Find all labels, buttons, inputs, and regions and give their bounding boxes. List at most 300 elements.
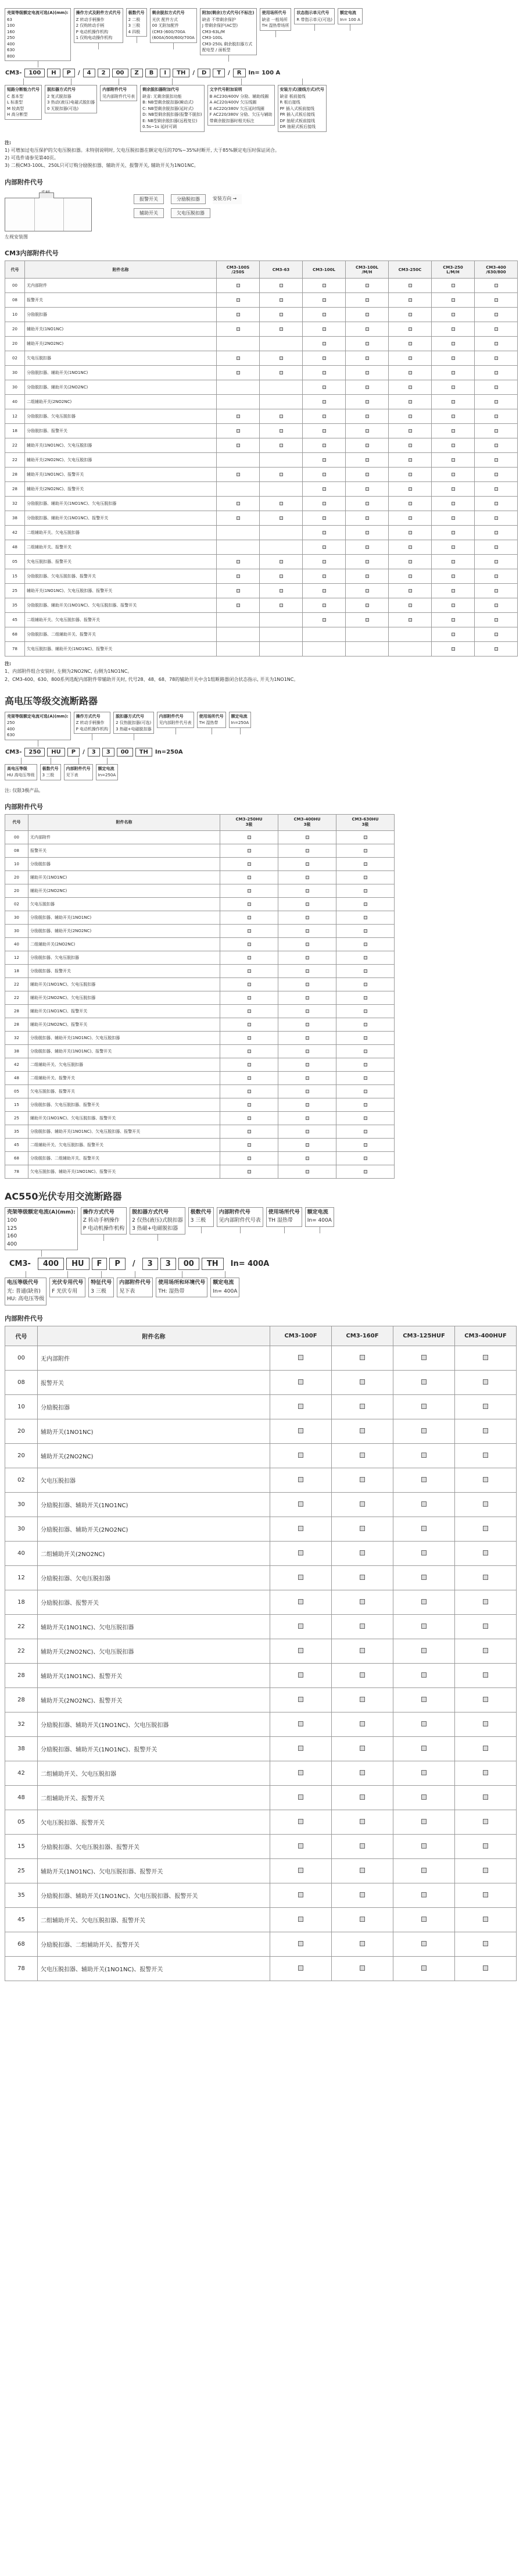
availability-mark-icon: [248, 1103, 251, 1107]
code-box-line: 见内部附件代号表: [102, 94, 135, 99]
table-row: [5, 1639, 517, 1663]
accessory-code: 12: [5, 951, 28, 964]
availability-mark-icon: [483, 1794, 488, 1800]
code-box-title: 附加(剩余)方式代号(不标注): [202, 10, 255, 15]
accessory-name: 报警开关: [25, 293, 217, 308]
availability-mark-icon: [495, 298, 498, 302]
availability-mark-icon: [366, 618, 369, 622]
table-row: [5, 1071, 395, 1084]
code-box-line: 带剩余脱扣器时相关标注: [209, 118, 255, 123]
accessory-code: 78: [5, 1956, 38, 1981]
availability-mark-icon: [298, 1672, 303, 1678]
availability-mark-icon: [366, 400, 369, 404]
availability-mark-icon: [360, 1624, 365, 1629]
code-box-line: F 光伏专用: [52, 1288, 78, 1294]
availability-mark-icon: [248, 889, 251, 893]
availability-cell: [475, 482, 518, 497]
availability-mark-icon: [495, 313, 498, 316]
availability-cell: [270, 1858, 332, 1883]
availability-mark-icon: [248, 1036, 251, 1040]
accessory-code: 68: [5, 1932, 38, 1956]
availability-mark-icon: [298, 1794, 303, 1800]
availability-cell: [303, 526, 346, 540]
code-box-title: 操作方式及附件方式代号: [76, 10, 121, 15]
code-box-line: 缺省: 无剩余脱扣功能: [142, 94, 182, 99]
code-segment: 3: [88, 748, 100, 757]
table-row: [5, 555, 518, 569]
availability-mark-icon: [360, 1379, 365, 1385]
availability-cell: [270, 1394, 332, 1419]
availability-cell: [475, 337, 518, 351]
availability-mark-icon: [360, 1746, 365, 1751]
availability-cell: [260, 409, 303, 424]
model-prefix: CM3-: [5, 1258, 35, 1269]
availability-mark-icon: [409, 371, 412, 374]
availability-cell: [389, 482, 432, 497]
code-box-line: 4 四极: [128, 29, 141, 34]
code-box-line: Z 转动手柄操作: [76, 17, 105, 22]
availability-mark-icon: [364, 1063, 367, 1066]
availability-cell: [332, 1785, 393, 1810]
table-row: [5, 409, 518, 424]
availability-cell: [475, 569, 518, 584]
availability-mark-icon: [483, 1721, 488, 1726]
availability-cell: [332, 1810, 393, 1834]
availability-cell: [346, 424, 389, 438]
product-column-header: [393, 1326, 455, 1346]
availability-mark-icon: [483, 1453, 488, 1458]
internal-accessory-codes-title: 内部附件代号: [5, 179, 43, 187]
availability-cell: [217, 627, 260, 642]
availability-mark-icon: [248, 1170, 251, 1173]
availability-cell: [260, 438, 303, 453]
accessory-name: 分励脱扣器、报警开关: [25, 424, 217, 438]
availability-cell: [432, 395, 475, 409]
accessory-code: 28: [5, 1018, 28, 1031]
code-box-line: Z 转动手柄操作: [83, 1218, 120, 1224]
availability-cell: [332, 1394, 393, 1419]
product-column-header: [332, 1326, 393, 1346]
top-box-6: [294, 8, 335, 24]
availability-cell: [270, 1785, 332, 1810]
table-row: [5, 1932, 517, 1956]
availability-cell: [336, 830, 395, 844]
availability-mark-icon: [280, 356, 283, 360]
bottom-box-2: [100, 85, 137, 101]
availability-cell: [270, 1443, 332, 1468]
availability-cell: [332, 1883, 393, 1907]
code-box-title: 内部附件代号: [102, 87, 127, 92]
table-row: [5, 977, 395, 991]
accessory-name: 分励脱扣器、辅助开关(1NO1NC)、报警开关: [28, 1044, 220, 1058]
name-column-header: 附件名称: [38, 1326, 270, 1346]
accessory-name: 分励脱扣器、欠电压脱扣器: [28, 951, 220, 964]
availability-cell: [220, 951, 278, 964]
accessory-code: 78: [5, 1165, 28, 1178]
rated-current-segment: In= 400A: [226, 1258, 274, 1269]
accessory-code: 22: [5, 438, 25, 453]
accessory-code: 10: [5, 308, 25, 322]
accessory-table-notes: [5, 660, 518, 683]
availability-mark-icon: [366, 531, 369, 534]
top-box-1: [74, 8, 123, 43]
hv-section-title: 高电压等级交流断路器: [5, 695, 98, 707]
code-box-line: 2 复式脱扣器: [47, 94, 71, 99]
model-code-row: [5, 1258, 518, 1270]
code-segment: /: [83, 748, 85, 755]
availability-cell: [336, 870, 395, 884]
accessory-name: 分励脱扣器: [28, 857, 220, 870]
availability-mark-icon: [248, 929, 251, 933]
table-row: [5, 1044, 395, 1058]
code-box-line: 250: [7, 35, 15, 40]
availability-mark-icon: [306, 1103, 309, 1107]
availability-mark-icon: [364, 1009, 367, 1013]
accessory-name: 分励脱扣器、报警开关: [38, 1590, 270, 1614]
availability-cell: [278, 977, 336, 991]
accessory-code: 20: [5, 1419, 38, 1443]
availability-cell: [336, 1111, 395, 1125]
availability-cell: [389, 526, 432, 540]
availability-cell: [389, 584, 432, 598]
availability-mark-icon: [452, 444, 455, 447]
availability-cell: [303, 584, 346, 598]
availability-cell: [389, 642, 432, 657]
availability-mark-icon: [495, 575, 498, 578]
availability-cell: [270, 1932, 332, 1956]
availability-cell: [336, 897, 395, 911]
availability-cell: [260, 468, 303, 482]
code-segment: /: [128, 1258, 140, 1269]
code-box-line: C 基本型: [7, 94, 24, 99]
availability-cell: [278, 1031, 336, 1044]
bottom-box-2: [88, 1278, 114, 1297]
availability-cell: [389, 613, 432, 627]
pv-accessory-table-title: 内部附件代号: [5, 1314, 43, 1322]
top-box-5: [260, 8, 292, 31]
availability-cell: [336, 951, 395, 964]
availability-cell: [260, 555, 303, 569]
availability-cell: [389, 511, 432, 526]
availability-cell: [346, 627, 389, 642]
availability-cell: [393, 1517, 455, 1541]
availability-mark-icon: [360, 1477, 365, 1482]
code-segment: TH: [202, 1258, 224, 1270]
availability-mark-icon: [409, 487, 412, 491]
availability-cell: [332, 1956, 393, 1981]
accessory-code: 10: [5, 1394, 38, 1419]
accessory-name: 分励脱扣器、辅助开关(1NO1NC)、报警开关: [38, 1736, 270, 1761]
accessory-code: 35: [5, 1125, 28, 1138]
availability-mark-icon: [280, 560, 283, 563]
product-name: CM3-100S: [226, 265, 250, 270]
availability-mark-icon: [364, 996, 367, 1000]
accessory-code: 28: [5, 1687, 38, 1712]
accessory-code: 08: [5, 844, 28, 857]
code-box-line: 见下表: [66, 773, 78, 778]
availability-mark-icon: [364, 902, 367, 906]
availability-mark-icon: [306, 983, 309, 986]
availability-mark-icon: [298, 1965, 303, 1971]
availability-mark-icon: [366, 356, 369, 360]
availability-cell: [432, 511, 475, 526]
availability-cell: [278, 1111, 336, 1125]
availability-mark-icon: [360, 1550, 365, 1555]
accessory-code: 20: [5, 884, 28, 897]
code-box-title: 额定电流: [231, 713, 248, 719]
availability-cell: [303, 511, 346, 526]
accessory-name: 分励脱扣器、二组辅助开关、报警开关: [28, 1151, 220, 1165]
accessory-code: 48: [5, 540, 25, 555]
availability-mark-icon: [421, 1746, 427, 1751]
availability-cell: [260, 424, 303, 438]
availability-mark-icon: [323, 342, 326, 345]
code-box-title: 额定电流: [339, 10, 356, 15]
availability-mark-icon: [364, 862, 367, 866]
accessory-code: 35: [5, 1883, 38, 1907]
availability-cell: [389, 453, 432, 468]
availability-cell: [220, 870, 278, 884]
availability-cell: [278, 857, 336, 870]
accessory-name: 辅助开关(1NO1NC)、报警开关: [38, 1663, 270, 1687]
availability-mark-icon: [298, 1355, 303, 1360]
bottom-box-0: [5, 1278, 46, 1305]
availability-cell: [475, 366, 518, 380]
availability-cell: [336, 977, 395, 991]
product-column-header: [475, 261, 518, 279]
availability-mark-icon: [366, 575, 369, 578]
code-box-line: 63: [7, 17, 12, 22]
bottom-box-3: [140, 85, 204, 132]
availability-mark-icon: [248, 862, 251, 866]
accessory-name: 二组辅助开关、欠电压脱扣器、报警开关: [38, 1907, 270, 1932]
availability-cell: [278, 870, 336, 884]
availability-cell: [475, 293, 518, 308]
accessory-code: 35: [5, 598, 25, 613]
availability-mark-icon: [323, 313, 326, 316]
table-row: [5, 1517, 517, 1541]
availability-mark-icon: [360, 1697, 365, 1702]
availability-cell: [220, 1031, 278, 1044]
availability-cell: [455, 1639, 517, 1663]
availability-cell: [303, 627, 346, 642]
availability-cell: [270, 1907, 332, 1932]
availability-cell: [303, 293, 346, 308]
availability-cell: [278, 1138, 336, 1151]
availability-mark-icon: [364, 1130, 367, 1133]
top-box-2: [130, 1207, 185, 1235]
availability-mark-icon: [409, 458, 412, 462]
availability-mark-icon: [237, 284, 240, 287]
availability-cell: [260, 380, 303, 395]
availability-mark-icon: [298, 1868, 303, 1873]
top-box-4: [217, 1207, 263, 1227]
availability-cell: [270, 1883, 332, 1907]
availability-mark-icon: [298, 1648, 303, 1653]
table-row: [5, 1370, 517, 1394]
availability-mark-icon: [364, 929, 367, 933]
availability-mark-icon: [483, 1624, 488, 1629]
availability-cell: [346, 526, 389, 540]
availability-cell: [303, 279, 346, 293]
availability-mark-icon: [360, 1501, 365, 1507]
availability-mark-icon: [280, 516, 283, 520]
availability-mark-icon: [280, 415, 283, 418]
accessory-code: 08: [5, 1370, 38, 1394]
availability-cell: [389, 337, 432, 351]
accessory-code: 45: [5, 1907, 38, 1932]
accessory-name: 二组辅助开关(2NO2NC): [38, 1541, 270, 1565]
availability-cell: [270, 1687, 332, 1712]
availability-mark-icon: [306, 1090, 309, 1093]
availability-mark-icon: [495, 502, 498, 505]
accessory-code: 68: [5, 1151, 28, 1165]
breaker-sketch: [5, 190, 121, 240]
accessory-name: 二组辅助开关、报警开关: [28, 1071, 220, 1084]
availability-cell: [260, 598, 303, 613]
availability-cell: [346, 511, 389, 526]
accessory-name: 分励脱扣器、欠电压脱扣器、报警开关: [28, 1098, 220, 1111]
availability-mark-icon: [323, 386, 326, 389]
availability-mark-icon: [323, 444, 326, 447]
availability-cell: [332, 1443, 393, 1468]
code-box-title: 文字代号附加说明: [209, 87, 242, 92]
accessory-name: 辅助开关(1NO1NC)、欠电压脱扣器、报警开关: [28, 1111, 220, 1125]
availability-cell: [393, 1614, 455, 1639]
code-box-line: DR 抽屉式板后接线: [280, 124, 316, 129]
availability-mark-icon: [409, 589, 412, 593]
legend-alarm-switch: 报警开关: [134, 194, 164, 204]
table-row: [5, 1907, 517, 1932]
availability-cell: [220, 1151, 278, 1165]
table-row: [5, 924, 395, 937]
code-box-line: TH: 湿热带: [158, 1288, 185, 1294]
availability-cell: [475, 438, 518, 453]
product-column-header: [220, 814, 278, 830]
availability-mark-icon: [360, 1721, 365, 1726]
accessory-name: 报警开关: [28, 844, 220, 857]
table-row: [5, 1712, 517, 1736]
accessory-code: 68: [5, 627, 25, 642]
table-row: [5, 1058, 395, 1071]
availability-mark-icon: [495, 444, 498, 447]
accessory-name: 欠电压脱扣器、报警开关: [28, 1084, 220, 1098]
availability-cell: [217, 482, 260, 497]
availability-mark-icon: [306, 996, 309, 1000]
availability-mark-icon: [495, 560, 498, 563]
availability-mark-icon: [483, 1917, 488, 1922]
availability-cell: [278, 897, 336, 911]
availability-mark-icon: [495, 516, 498, 520]
availability-mark-icon: [360, 1599, 365, 1604]
availability-mark-icon: [483, 1892, 488, 1897]
availability-mark-icon: [421, 1721, 427, 1726]
availability-mark-icon: [298, 1746, 303, 1751]
availability-mark-icon: [298, 1721, 303, 1726]
accessory-code: 18: [5, 964, 28, 977]
code-box-title: 状态指示单元代号: [296, 10, 329, 15]
availability-mark-icon: [495, 531, 498, 534]
code-box-title: 额定电流: [307, 1209, 328, 1215]
availability-mark-icon: [360, 1843, 365, 1849]
availability-mark-icon: [298, 1599, 303, 1604]
availability-cell: [455, 1712, 517, 1736]
code-segment: 3: [160, 1258, 176, 1270]
code-column-header: 代号: [5, 1326, 38, 1346]
frame-size-segment: 250: [24, 748, 45, 757]
availability-mark-icon: [366, 589, 369, 593]
availability-cell: [270, 1492, 332, 1517]
availability-cell: [260, 322, 303, 337]
table-head: [5, 261, 518, 279]
availability-mark-icon: [409, 429, 412, 433]
availability-cell: [270, 1541, 332, 1565]
accessory-table: [5, 261, 518, 657]
availability-mark-icon: [306, 876, 309, 879]
product-name: CM3-100L: [356, 265, 378, 270]
table-row: [5, 279, 518, 293]
accessory-name: 辅助开关(1NO1NC)、欠电压脱扣器: [25, 438, 217, 453]
availability-cell: [432, 598, 475, 613]
hv-note: 注: 仅限3极产品。: [5, 787, 44, 793]
code-column-header: 代号: [5, 814, 28, 830]
accessory-name: 辅助开关(1NO1NC): [25, 322, 217, 337]
availability-cell: [332, 1907, 393, 1932]
availability-cell: [432, 366, 475, 380]
code-box-line: 配电型 / 面板型: [202, 48, 231, 52]
availability-cell: [346, 584, 389, 598]
availability-cell: [346, 468, 389, 482]
availability-mark-icon: [452, 400, 455, 404]
availability-mark-icon: [366, 313, 369, 316]
availability-cell: [270, 1419, 332, 1443]
accessory-name: 分励脱扣器、辅助开关(1NO1NC)、欠电压脱扣器、报警开关: [28, 1125, 220, 1138]
availability-cell: [389, 555, 432, 569]
availability-cell: [432, 308, 475, 322]
availability-cell: [220, 924, 278, 937]
code-box-title: 使用场所和环境代号: [158, 1280, 206, 1286]
accessory-name: 辅助开关(2NO2NC)、欠电压脱扣器: [25, 453, 217, 468]
availability-cell: [260, 584, 303, 598]
code-box-line: 3 三极: [91, 1288, 106, 1294]
accessory-code: 22: [5, 977, 28, 991]
table-row: [5, 482, 518, 497]
availability-mark-icon: [306, 1116, 309, 1120]
availability-mark-icon: [483, 1843, 488, 1849]
availability-mark-icon: [360, 1965, 365, 1971]
availability-mark-icon: [360, 1428, 365, 1433]
accessory-name: 欠电压脱扣器: [28, 897, 220, 911]
availability-cell: [393, 1858, 455, 1883]
availability-mark-icon: [306, 1076, 309, 1080]
availability-cell: [346, 337, 389, 351]
availability-cell: [336, 911, 395, 924]
availability-mark-icon: [421, 1379, 427, 1385]
availability-cell: [260, 540, 303, 555]
availability-cell: [432, 453, 475, 468]
hv-accessory-table-title: 内部附件代号: [5, 802, 43, 811]
accessory-name: 欠电压脱扣器、辅助开关(1NO1NC)、报警开关: [28, 1165, 220, 1178]
availability-mark-icon: [237, 444, 240, 447]
availability-cell: [217, 322, 260, 337]
availability-mark-icon: [483, 1575, 488, 1580]
accessory-name: 分励脱扣器、辅助开关(1NO1NC): [25, 366, 217, 380]
availability-mark-icon: [323, 429, 326, 433]
availability-mark-icon: [452, 284, 455, 287]
availability-mark-icon: [306, 1050, 309, 1053]
availability-cell: [346, 322, 389, 337]
code-segment: 3: [142, 1258, 158, 1270]
